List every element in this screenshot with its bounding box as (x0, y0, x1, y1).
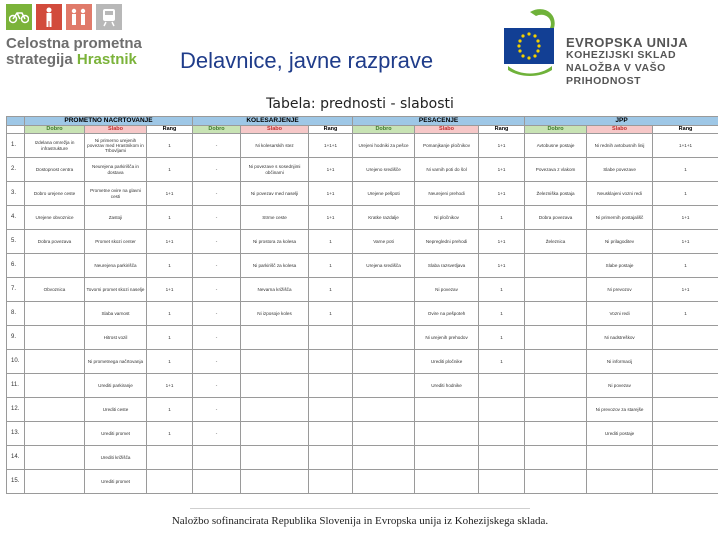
table-cell (241, 326, 309, 350)
table-cell: 1 (309, 278, 353, 302)
table-row (7, 374, 719, 398)
table-cell: Ni kolesarskih stez (241, 134, 309, 158)
table-cell (241, 446, 309, 470)
table-cell: 1+1 (309, 206, 353, 230)
table-cell: 1+1 (653, 206, 718, 230)
table-cell (653, 422, 718, 446)
table-cell (309, 470, 353, 494)
table-cell: 1+1 (309, 158, 353, 182)
table-cell (479, 470, 525, 494)
subheader-rank: Rang (309, 126, 353, 134)
table-row (7, 206, 719, 230)
table-cell (241, 398, 309, 422)
table-cell (309, 446, 353, 470)
table-cell: Slaba razsvetljava (415, 254, 479, 278)
table-cell: Neurejena parkirišča in dostava (85, 158, 147, 182)
table-cell (653, 326, 718, 350)
table-cell: 1 (147, 254, 193, 278)
table-cell: Železniška postaja (525, 182, 587, 206)
table-cell (309, 422, 353, 446)
table-cell: - (193, 158, 241, 182)
table-cell (525, 350, 587, 374)
table-cell: Ni prometnega načrtovanja (85, 350, 147, 374)
table-cell (353, 326, 415, 350)
table-cell (193, 446, 241, 470)
table-cell (653, 398, 718, 422)
table-cell (653, 374, 718, 398)
table-cell: Urediti promet (85, 470, 147, 494)
table-cell: 1 (653, 158, 718, 182)
table-cell (525, 374, 587, 398)
group-header-walking: PEŠAČENJE (353, 117, 525, 126)
table-cell (653, 470, 718, 494)
table-cell: 1 (147, 206, 193, 230)
logo-line-1: Celostna prometna (6, 35, 142, 52)
row-number: 15. (7, 470, 25, 494)
subheader-rank: Rang (479, 126, 525, 134)
row-number: 13. (7, 422, 25, 446)
table-cell: - (193, 374, 241, 398)
table-cell: Vozni redi (587, 302, 653, 326)
table-cell: Neurejena parkirišča (85, 254, 147, 278)
table-cell (25, 350, 85, 374)
table-cell: Promet skozi center (85, 230, 147, 254)
eu-fund: KOHEZIJSKI SKLAD (566, 49, 677, 61)
table-cell (241, 470, 309, 494)
table-row (7, 398, 719, 422)
table-cell (309, 350, 353, 374)
table-row (7, 422, 719, 446)
table-cell: Neurejeni prehodi (415, 182, 479, 206)
table-cell: - (193, 206, 241, 230)
project-logo (6, 4, 166, 90)
table-cell: 1+1 (147, 278, 193, 302)
table-cell: Obvoznica (25, 278, 85, 302)
table-cell (479, 374, 525, 398)
table-cell (353, 422, 415, 446)
table-cell: Urejeno središče (353, 158, 415, 182)
subheader-good: Dobro (25, 126, 85, 134)
table-cell: Ni povezav med naselji (241, 182, 309, 206)
table-cell (25, 446, 85, 470)
table-cell: Urediti parkiranje (85, 374, 147, 398)
table-cell: Prometne ovire na glavni cesti (85, 182, 147, 206)
table-cell: Ni varnih poti do šol (415, 158, 479, 182)
table-cell: Avtobusne postaje (525, 134, 587, 158)
table-cell: 1 (309, 254, 353, 278)
subheader-bad: Slabo (587, 126, 653, 134)
table-cell: Pomanjkanje pločnikov (415, 134, 479, 158)
table-cell: 1 (147, 350, 193, 374)
table-cell: Ni primerno urejenih povezav med Hrastnikom in Trbovljami (85, 134, 147, 158)
table-cell (479, 446, 525, 470)
subheader-bad: Slabo (415, 126, 479, 134)
table-cell: 1 (147, 134, 193, 158)
table-cell: Slabe povezave (587, 158, 653, 182)
subheader-good: Dobro (193, 126, 241, 134)
table-cell: 1 (479, 278, 525, 302)
subheader-rank: Rang (653, 126, 718, 134)
table-cell (353, 470, 415, 494)
table-cell: 1+1 (147, 230, 193, 254)
table-cell: - (193, 278, 241, 302)
table-cell (353, 446, 415, 470)
table-cell: Urediti križišča (85, 446, 147, 470)
table-cell (653, 446, 718, 470)
table-cell: Ni prostora za kolesa (241, 230, 309, 254)
table-cell (309, 374, 353, 398)
table-cell: Zastoji (85, 206, 147, 230)
row-number: 12. (7, 398, 25, 422)
table-cell: Slabe postaje (587, 254, 653, 278)
table-cell (241, 350, 309, 374)
table-body (7, 134, 719, 494)
swot-table (6, 116, 718, 494)
table-cell (241, 422, 309, 446)
table-cell: Ni prevozov (587, 278, 653, 302)
table-cell (147, 446, 193, 470)
table-cell: Urediti pločnike (415, 350, 479, 374)
table-cell: - (193, 422, 241, 446)
subheader-bad: Slabo (85, 126, 147, 134)
table-cell: Ni parkirišč za kolesa (241, 254, 309, 278)
table-cell: Ni prilagoditev (587, 230, 653, 254)
table-cell (525, 278, 587, 302)
table-cell (25, 374, 85, 398)
table-cell: - (193, 182, 241, 206)
logo-line-2: strategija (6, 51, 73, 68)
table-cell: Povezava z vlakom (525, 158, 587, 182)
table-cell: 1 (653, 254, 718, 278)
table-cell: 1 (479, 206, 525, 230)
table-row (7, 254, 719, 278)
table-cell: - (193, 254, 241, 278)
row-number: 5. (7, 230, 25, 254)
table-cell: 1 (309, 230, 353, 254)
table-cell: 1 (147, 326, 193, 350)
table-cell: Ni pločnikov (415, 206, 479, 230)
table-cell: 1 (147, 398, 193, 422)
table-cell: 1+1 (479, 230, 525, 254)
table-cell: Železnica (525, 230, 587, 254)
table-cell: 1 (147, 302, 193, 326)
table-cell: 1+1 (479, 134, 525, 158)
table-cell: Ni primernih postajališč (587, 206, 653, 230)
table-cell: Ni nadstreškov (587, 326, 653, 350)
subheader-bad: Slabo (241, 126, 309, 134)
table-cell (479, 398, 525, 422)
table-cell: Ovire na pešpoteh (415, 302, 479, 326)
row-number: 4. (7, 206, 25, 230)
group-header-public-transport: JPP (525, 117, 718, 126)
row-number: 6. (7, 254, 25, 278)
table-cell (25, 254, 85, 278)
table-cell: Urejene pešpoti (353, 182, 415, 206)
table-cell: Urediti ceste (85, 398, 147, 422)
table-cell: Strme ceste (241, 206, 309, 230)
table-cell: Neusklajeni vozni redi (587, 182, 653, 206)
row-number: 8. (7, 302, 25, 326)
table-cell: 1+1 (147, 182, 193, 206)
row-number: 7. (7, 278, 25, 302)
eu-title: EVROPSKA UNIJA (566, 35, 689, 50)
table-cell: 1 (653, 302, 718, 326)
table-cell: 1+1 (653, 278, 718, 302)
table-cell (525, 326, 587, 350)
table-cell (353, 398, 415, 422)
train-icon (96, 4, 122, 30)
table-cell: Urejeni hodniki za pešce (353, 134, 415, 158)
table-cell (587, 446, 653, 470)
table-cell (193, 470, 241, 494)
table-cell (525, 302, 587, 326)
table-cell: Ni rednih avtobusnih linij (587, 134, 653, 158)
table-row (7, 182, 719, 206)
table-cell: 1+1 (479, 182, 525, 206)
table-cell: 1 (147, 158, 193, 182)
row-number: 14. (7, 446, 25, 470)
table-cell: Nevarna križišča (241, 278, 309, 302)
table-cell: 1 (147, 422, 193, 446)
table-cell: Dobra povezava (525, 206, 587, 230)
table-cell: Ni povezav (587, 374, 653, 398)
table-cell: - (193, 350, 241, 374)
table-cell (241, 374, 309, 398)
row-number: 1. (7, 134, 25, 158)
table-cell: - (193, 302, 241, 326)
table-cell: 1+1 (653, 230, 718, 254)
table-cell (353, 278, 415, 302)
table-cell: 1 (479, 350, 525, 374)
table-cell: Ni urejenih prehodov (415, 326, 479, 350)
table-row (7, 278, 719, 302)
table-cell: Kratke razdalje (353, 206, 415, 230)
table-cell (25, 326, 85, 350)
table-cell: Urediti promet (85, 422, 147, 446)
table-cell: Nepregledni prehodi (415, 230, 479, 254)
table-row (7, 158, 719, 182)
table-cell: Dobra povezava (25, 230, 85, 254)
table-row (7, 446, 719, 470)
table-cell (415, 470, 479, 494)
table-cell (653, 350, 718, 374)
header (0, 0, 720, 92)
footer-divider (190, 508, 530, 509)
table-cell: Urejena središča (353, 254, 415, 278)
table-cell (353, 302, 415, 326)
table-cell (525, 470, 587, 494)
table-cell: - (193, 134, 241, 158)
subheader-rank: Rang (147, 126, 193, 134)
logo-place: Hrastnik (76, 51, 137, 68)
group-header-cycling: KOLESARJENJE (193, 117, 353, 126)
subheader-good: Dobro (525, 126, 587, 134)
eu-slogan: NALOŽBA V VAŠO PRIHODNOST (566, 62, 666, 87)
table-row (7, 350, 719, 374)
table-cell: Urejene obvoznice (25, 206, 85, 230)
row-number: 9. (7, 326, 25, 350)
table-cell: - (193, 398, 241, 422)
table-cell (309, 398, 353, 422)
table-cell: Ni prevozov za starejše (587, 398, 653, 422)
table-caption: Tabela: prednosti - slabosti (266, 96, 454, 112)
table-cell (525, 254, 587, 278)
row-number: 10. (7, 350, 25, 374)
footer-note: Naložbo sofinancirata Republika Slovenija in Evropska unija iz Kohezijskega sklada. (171, 515, 549, 527)
table-cell (353, 350, 415, 374)
table-cell: Ni povezave s sosednjimi občinami (241, 158, 309, 182)
table-cell: 1 (479, 302, 525, 326)
table-cell (415, 398, 479, 422)
table-cell (147, 470, 193, 494)
table-cell: Varne poti (353, 230, 415, 254)
table-row (7, 326, 719, 350)
table-cell (525, 446, 587, 470)
row-number: 2. (7, 158, 25, 182)
table-row (7, 230, 719, 254)
table-cell: Dobro urejene ceste (25, 182, 85, 206)
table-cell: Urediti postaje (587, 422, 653, 446)
table-cell: - (193, 326, 241, 350)
table-cell: Slaba varnost (85, 302, 147, 326)
table-cell: 1+1 (147, 374, 193, 398)
table-cell (479, 422, 525, 446)
table-row (7, 470, 719, 494)
table-cell: 1 (309, 302, 353, 326)
table-cell (25, 422, 85, 446)
table-cell (415, 446, 479, 470)
table-cell: Hitrost vozil (85, 326, 147, 350)
table-cell (25, 470, 85, 494)
row-number: 3. (7, 182, 25, 206)
family-icon (66, 4, 92, 30)
table-cell: - (193, 230, 241, 254)
eu-flag-icon (500, 6, 560, 78)
table-cell: 1+1 (479, 158, 525, 182)
pedestrian-icon (36, 4, 62, 30)
table-row (7, 134, 719, 158)
table-cell (415, 422, 479, 446)
table-cell: Ni povezav (415, 278, 479, 302)
group-header-planning: PROMETNO NAČRTOVANJE (25, 117, 193, 126)
table-cell: Urediti hodnike (415, 374, 479, 398)
table-cell: 1 (653, 182, 718, 206)
table-cell (587, 470, 653, 494)
swot-table-container (6, 116, 718, 500)
table-cell: 1+1+1 (309, 134, 353, 158)
table-cell: 1+1 (479, 254, 525, 278)
row-number: 11. (7, 374, 25, 398)
page-title: Delavnice, javne razprave (180, 48, 434, 73)
table-cell (525, 422, 587, 446)
bicycle-icon (6, 4, 32, 30)
eu-logo (500, 6, 715, 86)
table-cell: 1 (479, 326, 525, 350)
table-cell (525, 398, 587, 422)
table-cell: Ni informacij (587, 350, 653, 374)
table-cell (25, 398, 85, 422)
table-cell (353, 374, 415, 398)
table-cell: Tovorni promet skozi naselje (85, 278, 147, 302)
table-cell: 1+1+1 (653, 134, 718, 158)
subheader-good: Dobro (353, 126, 415, 134)
corner-cell (7, 117, 25, 126)
table-cell: Ni izposoje koles (241, 302, 309, 326)
table-cell (25, 302, 85, 326)
table-cell: Izdelana omrežja in infrastrukture (25, 134, 85, 158)
subheader-row (7, 126, 719, 134)
table-cell (309, 326, 353, 350)
table-cell: 1+1 (309, 182, 353, 206)
table-cell: Dostopnost centra (25, 158, 85, 182)
table-row (7, 302, 719, 326)
